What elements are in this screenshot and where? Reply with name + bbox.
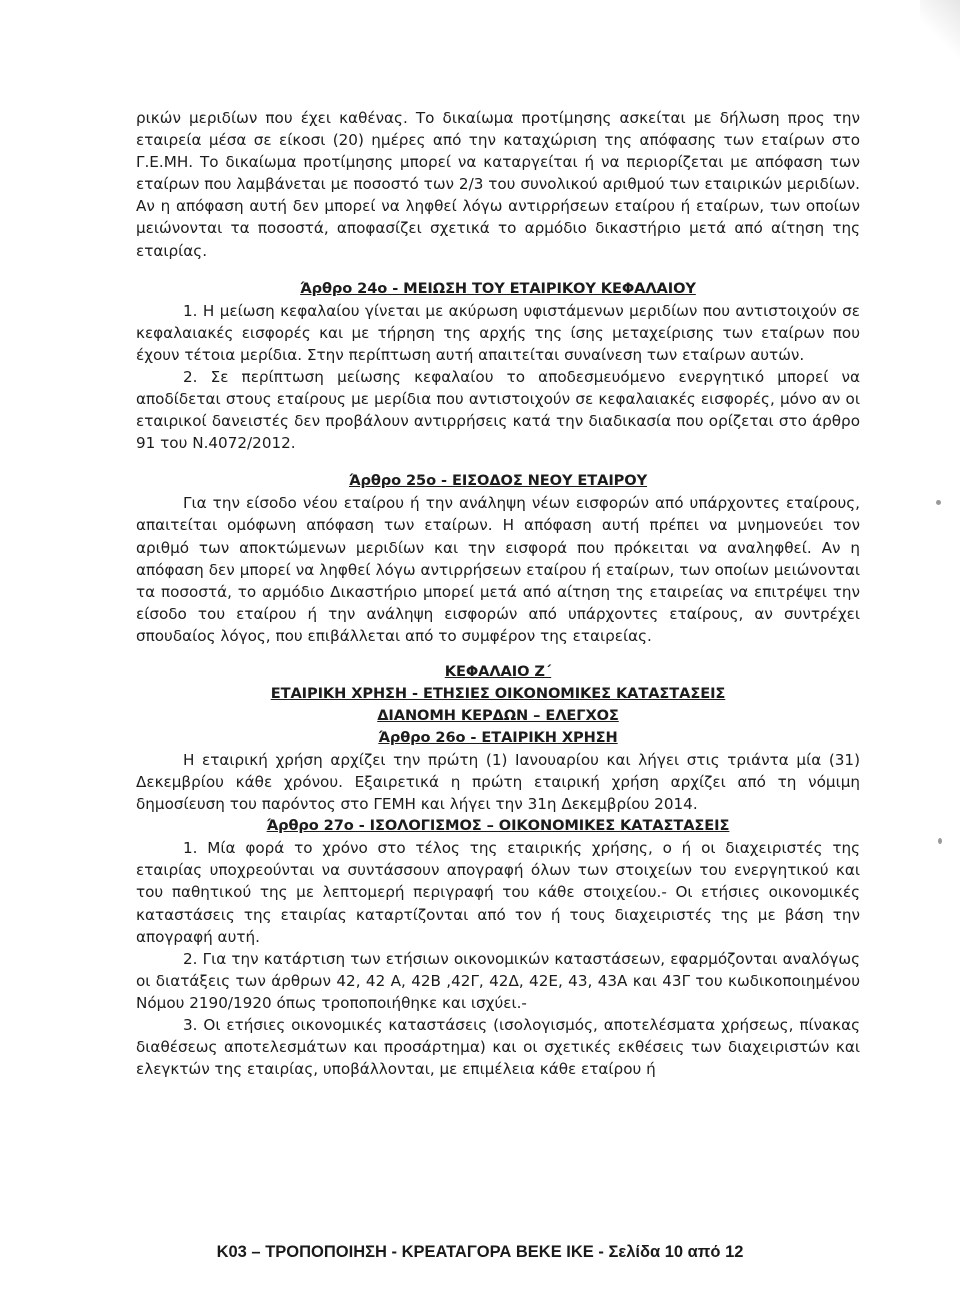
scan-speck: [938, 838, 942, 844]
article-27-paragraph-3: 3. Οι ετήσιες οικονομικές καταστάσεις (ισολογισμός, αποτελέσματα χρήσεως, πίνακας διαθέσεως αποτελεσμάτων και προσάρτημα) και οι σχετικές εκθέσεις των διαχειριστών και ελεγκτών της εταιρίας, υποβάλλονται, με επιμέλεια κάθε εταίρου ή: [136, 1016, 860, 1079]
scan-shadow: [920, 0, 960, 60]
article-25-heading: Άρθρο 25ο - ΕΙΣΟΔΟΣ ΝΕΟΥ ΕΤΑΙΡΟΥ: [348, 472, 648, 490]
chapter-subtitle-1: ΕΤΑΙΡΙΚΗ ΧΡΗΣΗ - ΕΤΗΣΙΕΣ ΟΙΚΟΝΟΜΙΚΕΣ ΚΑΤΑΣΤΑΣΕΙΣ: [270, 684, 726, 702]
article-27-paragraph-1: 1. Μία φορά το χρόνο στο τέλος της εταιρικής χρήσης, ο ή οι διαχειριστές της εταιρίας υποχρεούνται να συντάσσουν απογραφή όλων των στοιχείων του ενεργητικού και του παθητικού της με λεπτομερή περιγραφή του κάθε στοιχείου.- Οι ετήσιες οικονομικές καταστάσεις της εταιρίας καταρτίζονται από τον ή τους διαχειριστές της με βάση την απογραφή αυτή.: [136, 839, 860, 946]
article-26-paragraph-1: Η εταιρική χρήση αρχίζει την πρώτη (1) Ιανουαρίου και λήγει στις τριάντα μία (31) Δεκεμβρίου κάθε χρόνου. Εξαιρετικά η πρώτη εταιρική χρήση αρχίζει από τη νόμιμη δημοσίευση του παρόντος στο ΓΕΜΗ και λήγει την 31η Δεκεμβρίου 2014.: [136, 750, 860, 814]
document-page: [136, 107, 860, 1080]
chapter-subtitle-2: ΔΙΑΝΟΜΗ ΚΕΡΔΩΝ – ΕΛΕΓΧΟΣ: [377, 706, 619, 724]
article-27-paragraph-2: 2. Για την κατάρτιση των ετήσιων οικονομικών καταστάσεων, εφαρμόζονται αναλόγως οι διατάξεις των άρθρων 42, 42 Α, 42Β ,42Γ, 42Δ, 42Ε, 43, 43Α και 43Γ του κωδικοποιημένου Νόμου 2190/1920 όπως τροποποιήθηκε και ισχύει.-: [136, 949, 860, 1012]
article-26-heading: Άρθρο 26ο - ΕΤΑΙΡΙΚΗ ΧΡΗΣΗ: [378, 728, 618, 746]
article-24-paragraph-2: 2. Σε περίπτωση μείωσης κεφαλαίου το αποδεσμευόμενο ενεργητικό μπορεί να αποδίδεται στους εταίρους με μερίδια που αντιστοιχούν σε κεφαλαιακές εισφορές, μόνο αν οι εταιρικοί δανειστές δεν προβάλουν αντιρρήσεις κατά την διαδικασία που ορίζεται στο άρθρο 91 του Ν.4072/2012.: [136, 367, 860, 453]
article-24-heading: Άρθρο 24ο - ΜΕΙΩΣΗ ΤΟΥ ΕΤΑΙΡΙΚΟΥ ΚΕΦΑΛΑΙΟΥ: [300, 279, 696, 297]
page-footer: Κ03 – ΤΡΟΠΟΠΟΙΗΣΗ - ΚΡΕΑΤΑΓΟΡΑ ΒΕΚΕ ΙΚΕ - Σελίδα 10 από 12: [216, 1243, 744, 1261]
article-25-paragraph-1: Για την είσοδο νέου εταίρου ή την ανάληψη νέων εισφορών από υπάρχοντες εταίρους, απαιτείται ομόφωνη απόφαση των εταίρων. Η απόφαση αυτή πρέπει να μνημονεύει τον αριθμό των αποκτώμενων μεριδίων και την εισφορά που πρόκειται να αναληφθεί. Αν η απόφαση δεν μπορεί να ληφθεί λόγω αντιρρήσεων εταίρου ή εταίρων, των οποίων μειώνονται τα ποσοστά, το αρμόδιο Δικαστήριο μπορεί μετά από αίτηση της εταιρείας να επιτρέψει την είσοδο του εταίρου ή την ανάληψη εισφορών από υπάρχοντες εταίρους, αν συντρέχει σπουδαίος λόγος, που επιβάλλεται από το συμφέρον της εταιρείας.: [136, 494, 860, 645]
article-27-heading: Άρθρο 27ο - ΙΣΟΛΟΓΙΣΜΟΣ – ΟΙΚΟΝΟΜΙΚΕΣ ΚΑΤΑΣΤΑΣΕΙΣ: [266, 817, 730, 835]
intro-paragraph: ρικών μεριδίων που έχει καθένας. Το δικαίωμα προτίμησης ασκείται με δήλωση προς την εταιρεία μέσα σε είκοσι (20) ημέρες από την καταχώριση της απόφασης των εταίρων στο Γ.Ε.ΜΗ. Το δικαίωμα προτίμησης μπορεί να καταργείται ή να περιορίζεται με απόφαση των εταίρων που λαμβάνεται με ποσοστό των 2/3 του συνολικού αριθμού των εταιρικών μεριδίων. Αν η απόφαση αυτή δεν μπορεί να ληφθεί λόγω αντιρρήσεων εταίρου ή εταίρων, των οποίων μειώνονται τα ποσοστά, αποφασίζει σχετικά το αρμόδιο δικαστήριο μετά από αίτηση της εταιρίας.: [136, 109, 860, 260]
scan-speck: [936, 500, 941, 505]
chapter-title: ΚΕΦΑΛΑΙΟ Ζ΄: [444, 662, 552, 680]
article-24-paragraph-1: 1. Η μείωση κεφαλαίου γίνεται με ακύρωση υφιστάμενων μεριδίων που αντιστοιχούν σε κεφαλαιακές εισφορές και με τήρηση της αρχής της ίσης μεταχείρισης των εταίρων που έχουν τέτοια μερίδια. Στην περίπτωση αυτή απαιτείται συναίνεση των εταίρων αυτών.: [136, 301, 860, 364]
